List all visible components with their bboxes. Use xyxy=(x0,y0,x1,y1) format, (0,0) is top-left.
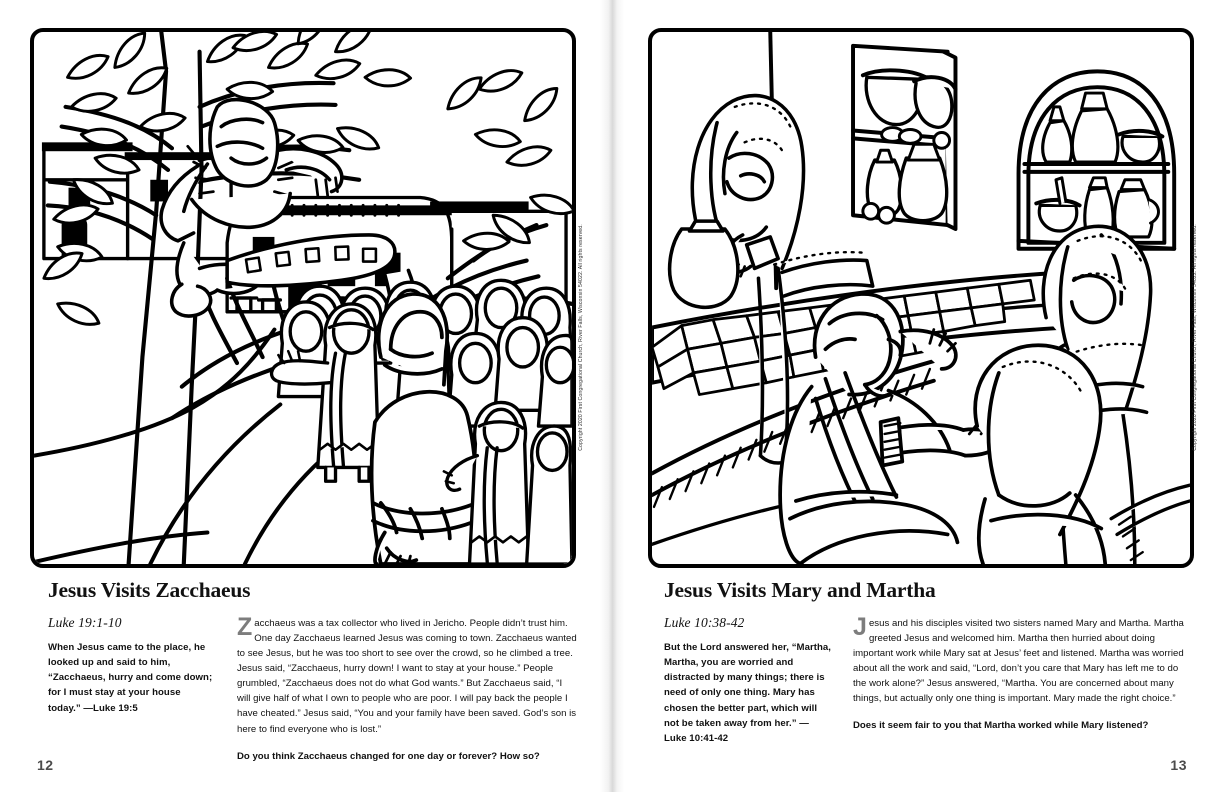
page-title: Jesus Visits Zacchaeus xyxy=(48,578,251,602)
scripture-reference: Luke 10:38-42 xyxy=(664,614,745,630)
story-paragraph xyxy=(237,612,578,737)
jesus-with-mary-and-martha-line-art xyxy=(652,32,1190,564)
drop-cap: J xyxy=(853,612,867,641)
copyright-notice-right: Copyright 2020 First Congregational Church, River Falls, Wisconsin 54022. All rights reserved. xyxy=(1191,224,1198,451)
zacchaeus-illustration-frame xyxy=(30,28,576,568)
copyright-notice-left: Copyright 2020 First Congregational Church, River Falls, Wisconsin 54022. All rights reserved. xyxy=(577,224,584,451)
story-body: acchaeus was a tax collector who lived in Jericho. People didn’t trust him. One day Zacchaeus learned Jesus was coming to town. Zacchaeus wanted to see Jesus, but he was too short to see over the crowd, so he climbed a tree. Jesus said, “Zacchaeus, hurry down! I want to stay at your house.” People grumbled, “Zacchaeus does not do what God wants.” But Zacchaeus said, “I will give half of what I own to people who are poor. I will pay back the people I have cheated.” Jesus said, “You and your family have been saved. God’s son is here to find everyone who is lost.” xyxy=(237,617,577,735)
story-paragraph xyxy=(853,612,1194,707)
memory-verse: When Jesus came to the place, he looked up and said to him, “Zacchaeus, hurry and come down; for I must stay at your house today.” —Luke 19:5 xyxy=(48,642,213,714)
right-page xyxy=(612,0,1224,792)
drop-cap: Z xyxy=(237,612,253,641)
zacchaeus-text-block xyxy=(48,580,578,764)
memory-verse: But the Lord answered her, “Martha, Martha, you are worried and distracted by many things; there is need of only one thing. Mary has chosen the better part, which will not be taken away from her.” —Luke 10:41-42 xyxy=(664,642,832,744)
mary-and-martha-text-block xyxy=(664,580,1194,746)
page-title: Jesus Visits Mary and Martha xyxy=(664,578,936,602)
mary-and-martha-illustration-frame xyxy=(648,28,1194,568)
page-number-right: 13 xyxy=(1170,757,1187,773)
zacchaeus-in-sycamore-tree-line-art xyxy=(34,32,572,564)
discussion-question: Does it seem fair to you that Martha worked while Mary listened? xyxy=(853,720,1149,732)
scripture-reference: Luke 19:1-10 xyxy=(48,614,122,630)
story-body: esus and his disciples visited two sisters named Mary and Martha. Martha greeted Jesus and welcomed him. Martha then hurried about doing important work while Mary sat at Jesus’ feet and listened. Martha was worried about all the work and said, “Lord, don’t you care that Mary has left me to do the work alone?” Jesus answered, “Martha. You are concerned about many things, but actually only one thing is important. Mary made the right choice.” xyxy=(853,617,1184,705)
discussion-question: Do you think Zacchaeus changed for one day or forever? How so? xyxy=(237,750,540,762)
page-number-left: 12 xyxy=(37,757,54,773)
